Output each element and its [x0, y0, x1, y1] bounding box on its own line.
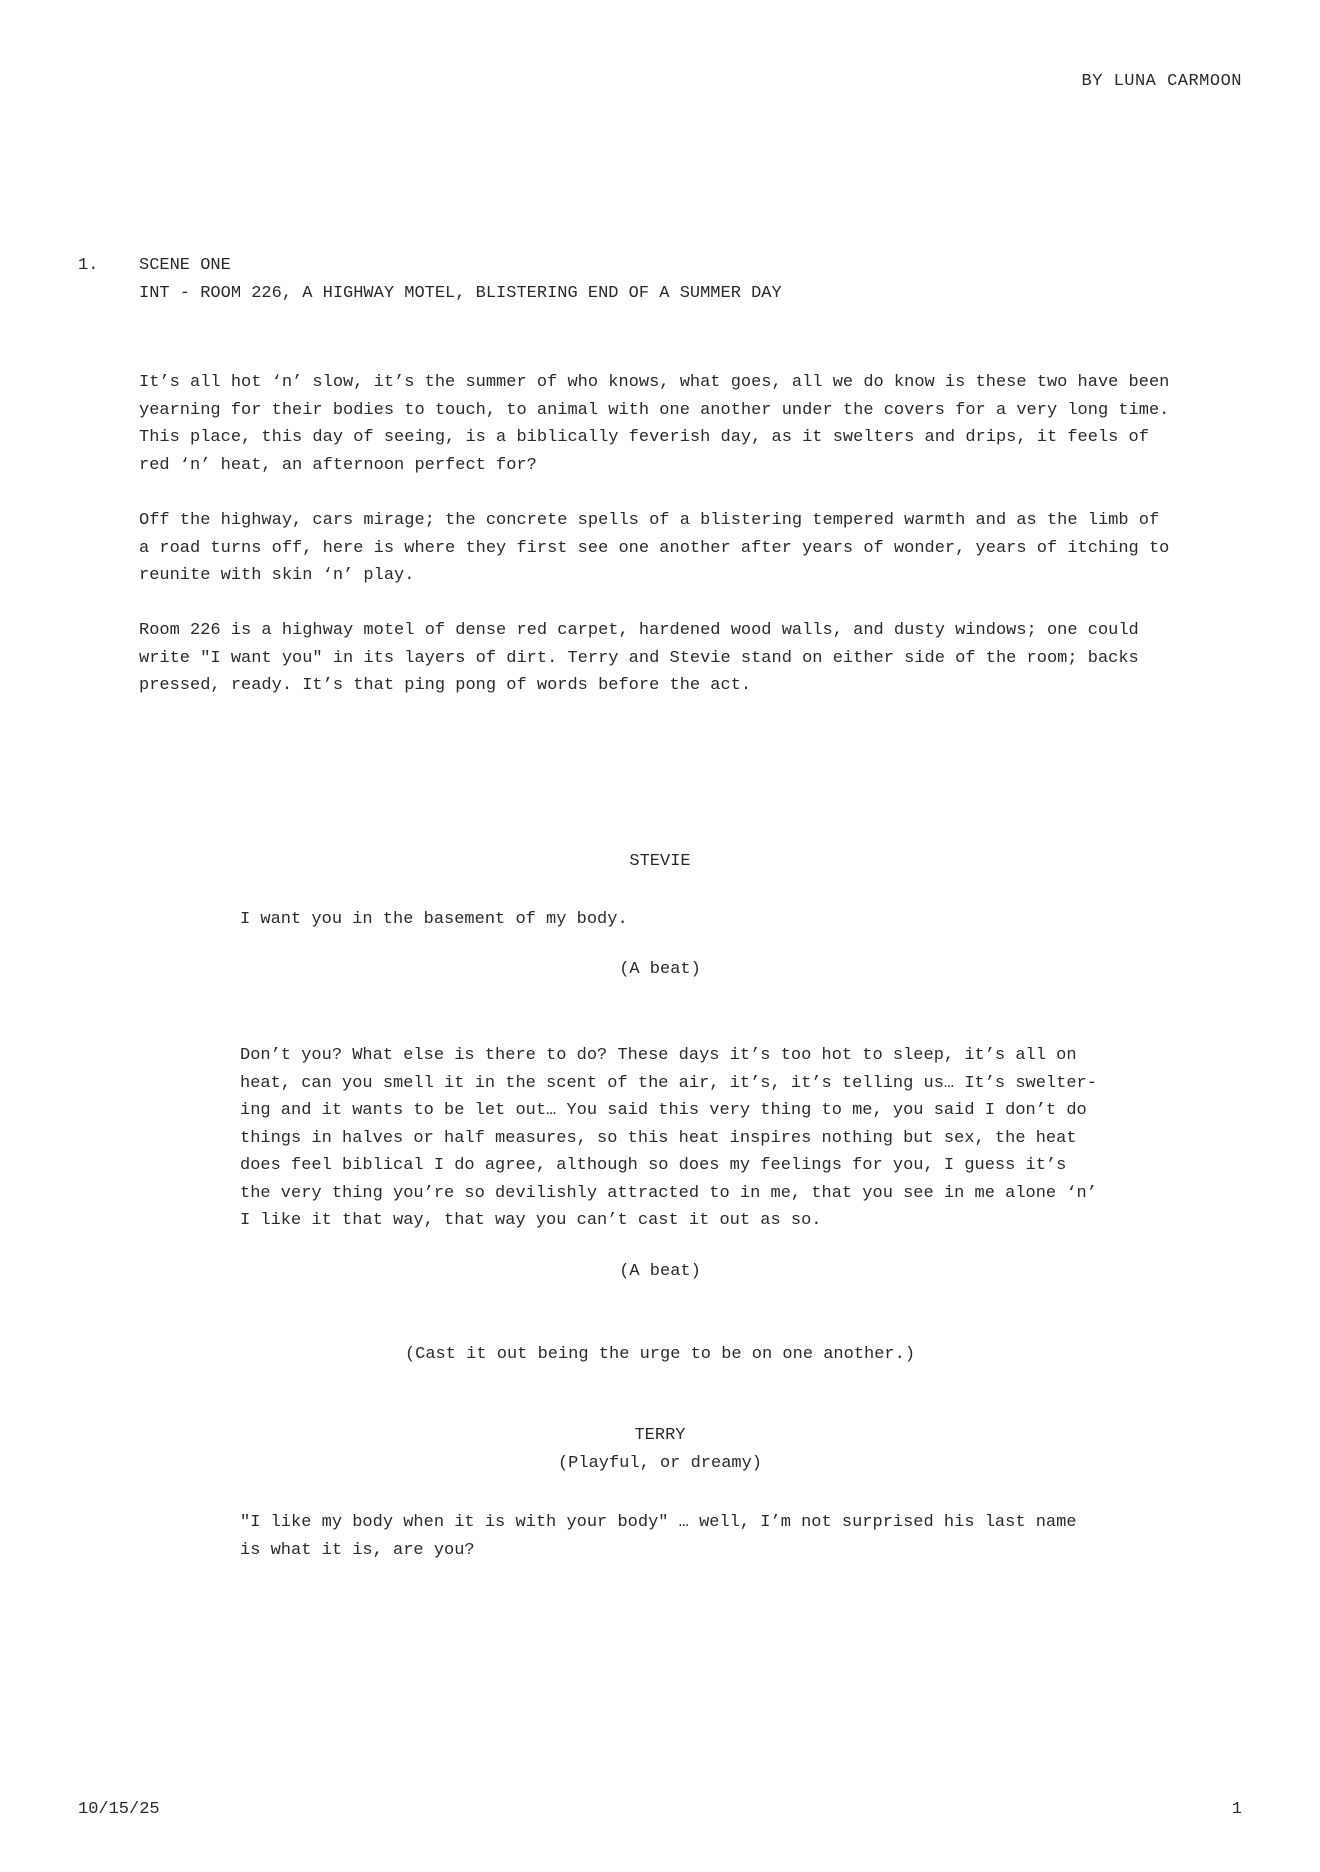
author-credit: BY LUNA CARMOON [1081, 72, 1242, 91]
scene-heading: INT - ROOM 226, A HIGHWAY MOTEL, BLISTERING END OF A SUMMER DAY [139, 284, 782, 303]
parenthetical-beat: (A beat) [619, 960, 701, 979]
page-number: 1 [1231, 1800, 1242, 1819]
action-text: Off the highway, cars mirage; the concrete spells of a blistering tempered warmth and as the limb of a road turns off, here is where they first see one another after years of wonder, years of itching to reunite with skin ‘n’ play. [139, 511, 1170, 585]
scene-number: 1. [78, 256, 99, 275]
parenthetical-note: (Cast it out being the urge to be on one another.) [404, 1345, 916, 1364]
parenthetical-direction: (Playful, or dreamy) [557, 1454, 763, 1473]
parenthetical-beat: (A beat) [619, 1262, 701, 1281]
action-text: It’s all hot ‘n’ slow, it’s the summer of who knows, what goes, all we do know is these two have been yearning for their bodies to touch, to animal with one another under the covers for a very long time. This place, this day of seeing, is a biblically feverish day, as it swelters and drips, it feels of red ‘n’ heat, an afternoon perfect for? [139, 373, 1170, 475]
dialogue-stevie-2: Don’t you? What else is there to do? These days it’s too hot to sleep, it’s all on heat, can you smell it in the scent of the air, it’s, it’s telling us… It’s swelter-ing and it wants to be let out… You said this very thing to me, you said I don’t do things in halves or half measures, so this heat inspires nothing but sex, the heat does feel biblical I do agree, although so does my feelings for you, I guess it’s the very thing you’re so devilishly attracted to in me, that you see in me alone ‘n’ I like it that way, that way you can’t cast it out as so. [240, 1046, 1097, 1230]
dialogue-stevie-1: I want you in the basement of my body. [240, 910, 628, 929]
character-name-stevie: STEVIE [629, 852, 691, 871]
scene-title: SCENE ONE [139, 256, 231, 275]
action-paragraph [139, 617, 1179, 700]
action-paragraph [139, 369, 1179, 479]
dialogue-terry-1: "I like my body when it is with your body" … well, I’m not surprised his last name is what it is, are you? [240, 1513, 1077, 1560]
footer-date: 10/15/25 [78, 1800, 160, 1819]
action-paragraph [139, 507, 1179, 590]
action-text: Room 226 is a highway motel of dense red carpet, hardened wood walls, and dusty windows; one could write "I want you" in its layers of dirt. Terry and Stevie stand on either side of the room; backs pressed, ready. It’s that ping pong of words before the act. [139, 621, 1139, 695]
character-name-terry: TERRY [634, 1426, 686, 1445]
